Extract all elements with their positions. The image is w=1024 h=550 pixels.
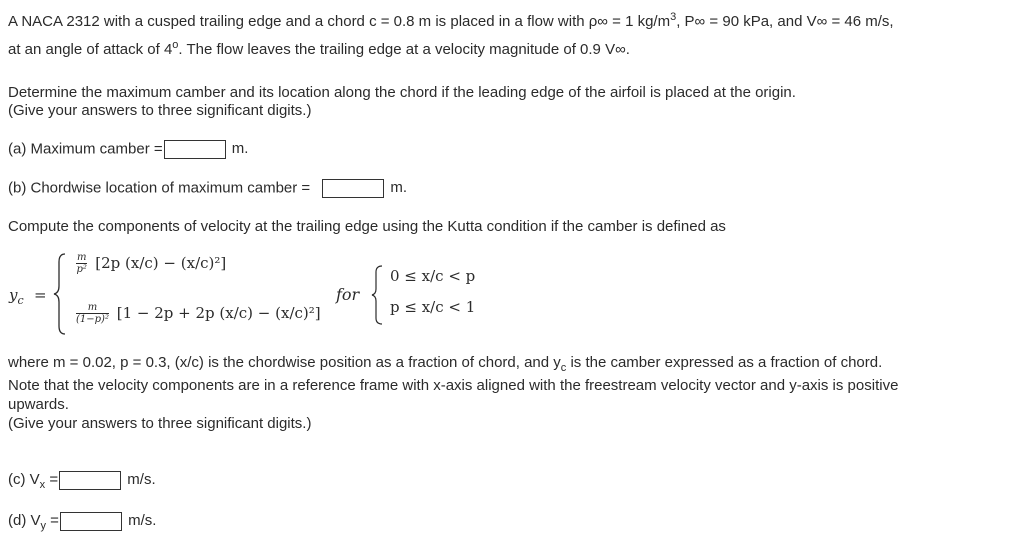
condition-2: p ≤ x/c < 1 bbox=[390, 298, 476, 316]
row1-body: [2p (x/c) − (x/c)²] bbox=[95, 253, 227, 272]
notes-line-1 bbox=[8, 354, 882, 372]
question-d-label bbox=[8, 512, 59, 533]
question-d-row bbox=[8, 512, 156, 531]
question-c-unit: m/s. bbox=[127, 471, 156, 489]
equation-row-1 bbox=[76, 252, 226, 275]
equation-for-word: for bbox=[336, 285, 360, 304]
row1-frac-num: m bbox=[77, 252, 87, 263]
question-d-equals: = bbox=[46, 512, 59, 530]
lhs-symbol: y bbox=[9, 286, 18, 304]
question-c-row bbox=[8, 471, 156, 490]
row2-frac-den: (1−p)² bbox=[76, 314, 109, 325]
question-d-subscript: y bbox=[40, 520, 47, 533]
max-camber-input[interactable] bbox=[164, 140, 226, 159]
notes-line-2: Note that the velocity components are in a reference frame with x-axis aligned with the freestream velocity vector and y-axis is positive bbox=[8, 377, 899, 394]
notes-sigfigs: (Give your answers to three significant digits.) bbox=[8, 415, 312, 432]
intro-line-2 bbox=[8, 41, 630, 59]
density-unit-exponent: 3 bbox=[670, 11, 677, 23]
max-camber-location-input[interactable] bbox=[322, 179, 384, 198]
row1-fraction bbox=[76, 252, 87, 275]
part1-instruction: Determine the maximum camber and its location along the chord if the leading edge of the airfoil is placed at the origin. bbox=[8, 84, 796, 101]
question-c-subscript: x bbox=[39, 479, 46, 492]
notes-line-1-text: where m = 0.02, p = 0.3, (x/c) is the chordwise position as a fraction of chord, and y bbox=[8, 354, 561, 371]
question-a-label: (a) Maximum camber = bbox=[8, 140, 163, 158]
vx-input[interactable] bbox=[59, 471, 121, 490]
intro-line-2-tail: . The flow leaves the trailing edge at a velocity magnitude of 0.9 V∞. bbox=[178, 41, 630, 58]
degree-symbol: o bbox=[172, 39, 179, 51]
conditions-brace-icon bbox=[370, 264, 384, 326]
row1-frac-den: p² bbox=[76, 264, 87, 275]
part1-sigfigs-note: (Give your answers to three significant digits.) bbox=[8, 102, 312, 119]
lhs-subscript: c bbox=[17, 294, 24, 307]
equation-equals: = bbox=[34, 286, 47, 304]
question-b-row bbox=[8, 179, 407, 198]
intro-line-1-text: A NACA 2312 with a cusped trailing edge and a chord c = 0.8 m is placed in a flow with ρ∞ = 1 kg/m bbox=[8, 13, 671, 30]
notes-yc-subscript: c bbox=[560, 362, 567, 374]
row2-body: [1 − 2p + 2p (x/c) − (x/c)²] bbox=[116, 303, 321, 322]
question-b-label: (b) Chordwise location of maximum camber = bbox=[8, 179, 311, 197]
condition-1: 0 ≤ x/c < p bbox=[390, 267, 476, 285]
question-c-label bbox=[8, 471, 59, 492]
question-c-equals: = bbox=[45, 471, 59, 489]
question-c-label-text: (c) V bbox=[8, 471, 40, 489]
row2-fraction bbox=[76, 302, 109, 325]
left-brace-icon bbox=[52, 252, 68, 336]
question-a-unit: m. bbox=[231, 140, 249, 158]
camber-equation bbox=[0, 250, 520, 340]
vy-input[interactable] bbox=[60, 512, 122, 531]
question-d-label-text: (d) V bbox=[8, 512, 41, 530]
equation-lhs bbox=[9, 286, 24, 307]
notes-line-3: upwards. bbox=[8, 396, 69, 413]
question-d-unit: m/s. bbox=[128, 512, 157, 530]
notes-line-1-tail: is the camber expressed as a fraction of chord. bbox=[566, 354, 883, 371]
question-a-row bbox=[8, 140, 248, 159]
part2-instruction: Compute the components of velocity at the trailing edge using the Kutta condition if the camber is defined as bbox=[8, 218, 726, 235]
intro-line-1-tail: , P∞ = 90 kPa, and V∞ = 46 m/s, bbox=[676, 13, 894, 30]
intro-line-2-text: at an angle of attack of 4 bbox=[8, 41, 173, 58]
question-b-unit: m. bbox=[390, 179, 408, 197]
equation-row-2 bbox=[76, 302, 321, 325]
row2-frac-num: m bbox=[76, 302, 109, 314]
intro-line-1 bbox=[8, 13, 894, 31]
